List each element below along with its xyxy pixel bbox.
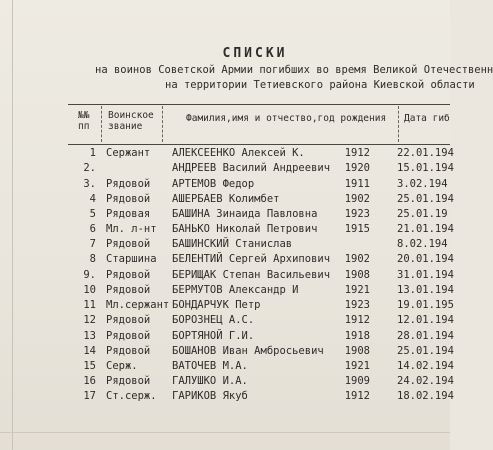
row-number: 10 bbox=[83, 284, 96, 296]
row-birth-year: 1921 bbox=[344, 360, 370, 372]
row-rank: Рядовой bbox=[106, 330, 151, 342]
row-rank: Мл. л-нт bbox=[106, 223, 157, 235]
row-rank: Рядовой bbox=[106, 284, 151, 296]
row-rank: Сержант bbox=[106, 147, 151, 159]
row-name: БЕРИЩАК Степан Васильевич bbox=[172, 269, 331, 281]
document-subtitle-line-1: на воинов Советской Армии погибших во время Великой Отечественн bbox=[95, 64, 493, 76]
row-death-date: 21.01.194 bbox=[397, 223, 454, 235]
row-name: БОШАНОВ Иван Амбросьевич bbox=[172, 345, 324, 357]
row-number: 8 bbox=[89, 253, 96, 265]
row-death-date: 31.01.194 bbox=[397, 269, 454, 281]
row-name: БОРТЯНОЙ Г.И. bbox=[172, 330, 255, 342]
row-number: 6 bbox=[89, 223, 96, 235]
row-birth-year: 1911 bbox=[344, 178, 370, 190]
row-name: БАНЬКО Николай Петрович bbox=[172, 223, 318, 235]
row-number: 13 bbox=[83, 330, 96, 342]
row-birth-year: 1908 bbox=[344, 269, 370, 281]
row-rank: Серж. bbox=[106, 360, 138, 372]
row-death-date: 15.01.194 bbox=[397, 162, 454, 174]
row-name: БЕРМУТОВ Александр И bbox=[172, 284, 299, 296]
table-row bbox=[0, 390, 454, 405]
row-number: 14 bbox=[83, 345, 96, 357]
row-name: АЛЕКСЕЕНКО Алексей К. bbox=[172, 147, 305, 159]
table-row bbox=[0, 269, 454, 284]
row-number: 5 bbox=[89, 208, 96, 220]
row-death-date: 25.01.194 bbox=[397, 193, 454, 205]
table-row bbox=[0, 330, 454, 345]
document-title: СПИСКИ bbox=[222, 46, 288, 61]
row-death-date: 13.01.194 bbox=[397, 284, 454, 296]
row-birth-year: 1912 bbox=[344, 147, 370, 159]
document-subtitle-line-2: на территории Тетиевского района Киевской области bbox=[165, 79, 475, 91]
row-name: АНДРЕЕВ Василий Андреевич bbox=[172, 162, 331, 174]
row-rank: Рядовой bbox=[106, 178, 151, 190]
row-name: ВАТОЧЕВ М.А. bbox=[172, 360, 248, 372]
row-rank: Рядовая bbox=[106, 208, 151, 220]
table-row bbox=[0, 253, 454, 268]
row-death-date: 14.02.194 bbox=[397, 360, 454, 372]
row-death-date: 24.02.194 bbox=[397, 375, 454, 387]
row-name: БЕЛЕНТИЙ Сергей Архипович bbox=[172, 253, 331, 265]
row-rank: Старшина bbox=[106, 253, 157, 265]
row-birth-year: 1912 bbox=[344, 314, 370, 326]
row-number: 17 bbox=[83, 390, 96, 402]
row-number: 9. bbox=[83, 269, 96, 281]
row-rank: Рядовой bbox=[106, 345, 151, 357]
row-number: 1 bbox=[89, 147, 96, 159]
row-birth-year: 1915 bbox=[344, 223, 370, 235]
header-rank: Воинское звание bbox=[108, 110, 154, 132]
row-name: АРТЕМОВ Федор bbox=[172, 178, 255, 190]
row-birth-year: 1909 bbox=[344, 375, 370, 387]
row-birth-year: 1920 bbox=[344, 162, 370, 174]
row-death-date: 18.02.194 bbox=[397, 390, 454, 402]
row-name: ГАЛУШКО И.А. bbox=[172, 375, 248, 387]
table-row bbox=[0, 360, 454, 375]
table-row bbox=[0, 208, 450, 223]
row-death-date: 25.01.19 bbox=[397, 208, 448, 220]
row-death-date: 20.01.194 bbox=[397, 253, 454, 265]
row-rank: Рядовой bbox=[106, 193, 151, 205]
row-number: 2. bbox=[83, 162, 96, 174]
table-row bbox=[0, 345, 454, 360]
row-rank: Рядовой bbox=[106, 314, 151, 326]
row-rank: Рядовой bbox=[106, 375, 151, 387]
row-birth-year: 1902 bbox=[344, 253, 370, 265]
row-death-date: 22.01.194 bbox=[397, 147, 454, 159]
table-row bbox=[0, 223, 454, 238]
row-birth-year: 1908 bbox=[344, 345, 370, 357]
row-rank: Рядовой bbox=[106, 269, 151, 281]
row-birth-year: 1923 bbox=[344, 299, 370, 311]
row-death-date: 25.01.194 bbox=[397, 345, 454, 357]
row-number: 4 bbox=[89, 193, 96, 205]
table-header-top-rule bbox=[68, 104, 450, 105]
row-death-date: 28.01.194 bbox=[397, 330, 454, 342]
table-header-bottom-rule bbox=[68, 144, 450, 145]
header-num: №№ пп bbox=[78, 110, 90, 132]
header-name: Фамилия,имя и отчество,год рождения bbox=[186, 113, 387, 124]
row-number: 7 bbox=[89, 238, 96, 250]
row-rank: Мл.сержант bbox=[106, 299, 170, 311]
header-separator bbox=[162, 106, 164, 142]
table-row bbox=[0, 314, 454, 329]
row-number: 12 bbox=[83, 314, 96, 326]
row-number: 11 bbox=[83, 299, 96, 311]
row-rank: Ст.серж. bbox=[106, 390, 157, 402]
row-rank: Рядовой bbox=[106, 238, 151, 250]
row-death-date: 3.02.194 bbox=[397, 178, 448, 190]
row-name: БАШИНА Зинаида Павловна bbox=[172, 208, 318, 220]
row-death-date: 19.01.195 bbox=[397, 299, 454, 311]
row-birth-year: 1921 bbox=[344, 284, 370, 296]
row-birth-year: 1912 bbox=[344, 390, 370, 402]
row-birth-year: 1923 bbox=[344, 208, 370, 220]
paper-fold-horizontal bbox=[0, 432, 450, 433]
row-number: 16 bbox=[83, 375, 96, 387]
row-name: БАШИНСКИЙ Станислав bbox=[172, 238, 293, 250]
table-row bbox=[0, 147, 454, 162]
row-number: 3. bbox=[83, 178, 96, 190]
row-death-date: 12.01.194 bbox=[397, 314, 454, 326]
header-separator bbox=[101, 106, 103, 142]
row-name: ГАРИКОВ Якуб bbox=[172, 390, 248, 402]
table-row bbox=[0, 299, 454, 314]
row-number: 15 bbox=[83, 360, 96, 372]
table-row bbox=[0, 284, 454, 299]
header-separator bbox=[398, 106, 400, 142]
row-name: АШЕРБАЕВ Колимбет bbox=[172, 193, 280, 205]
table-row bbox=[0, 178, 450, 193]
row-name: БОРОЗНЕЦ А.С. bbox=[172, 314, 255, 326]
header-date: Дата гиб bbox=[404, 113, 450, 124]
table-row bbox=[0, 375, 454, 390]
row-birth-year: 1902 bbox=[344, 193, 370, 205]
row-birth-year: 1918 bbox=[344, 330, 370, 342]
table-row bbox=[0, 238, 450, 253]
table-row bbox=[0, 162, 454, 177]
row-death-date: 8.02.194 bbox=[397, 238, 448, 250]
table-row bbox=[0, 193, 454, 208]
row-name: БОНДАРЧУК Петр bbox=[172, 299, 261, 311]
